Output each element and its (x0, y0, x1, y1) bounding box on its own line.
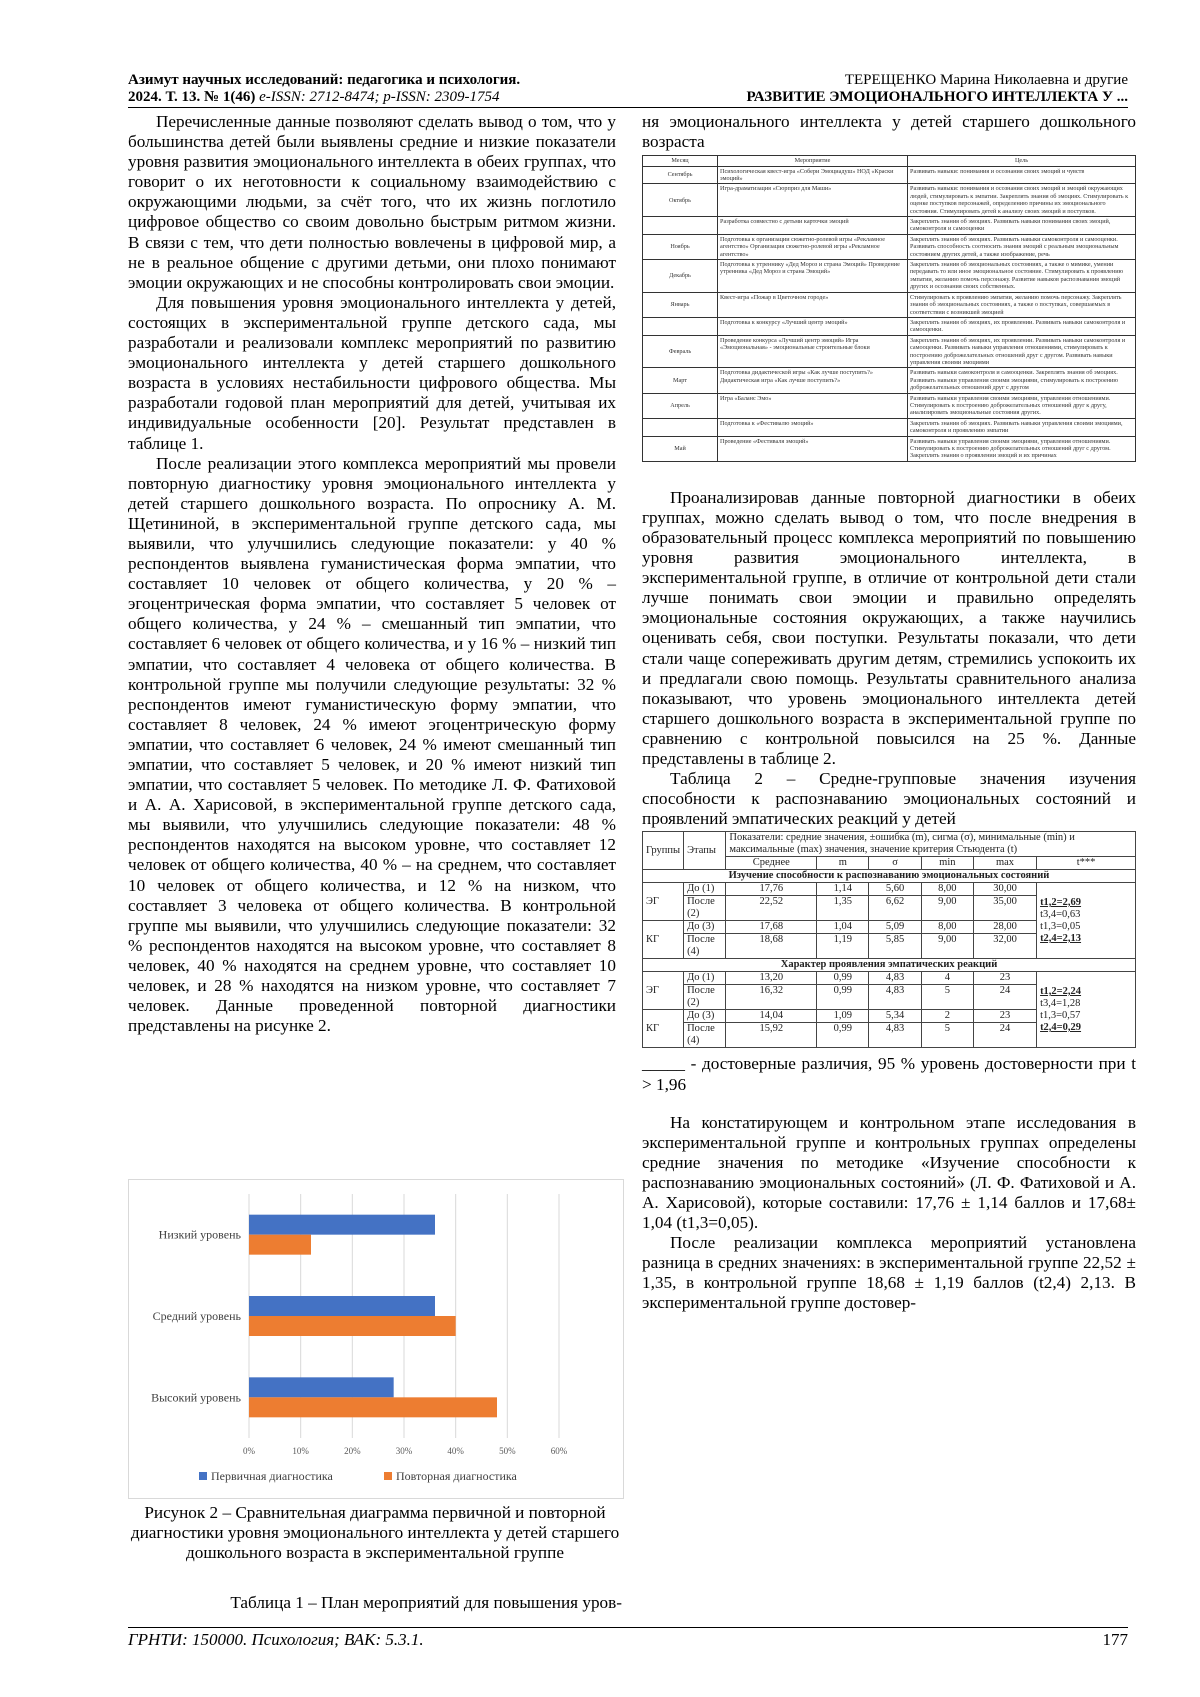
t1-cell-goal: Закреплять знания об эмоциях, их проявлении. Развивать навыки самоконтроля и самооценки. Развивать навыки управления отношениями, стимулировать к построению доброжелательных отношений друг с другом. Развивать навыки управления своими эмоциями (908, 335, 1136, 368)
t2-t-value: t3,4=0,63 (1040, 908, 1081, 920)
paragraph-2: Для повышения уровня эмоционального интеллекта у детей, состоящих в экспериментальной группе детского сада, мы разработали и реализовали комплекс мероприятий по развитию эмоционального интеллекта у детей старшего дошкольного возраста в условиях нестабильности цифрового общества. Мы разработали годовой план мероприятий для детей, учитывая их индивидуальные особенности [20]. Результат представлен в таблице 1. (128, 292, 616, 453)
t1-cell-goal: Закреплять знания об эмоциях, их проявлении. Развивать навыки самоконтроля и самооценки. (908, 317, 1136, 335)
t2-section-1: Изучение способности к распознаванию эмоциональных состояний (643, 870, 1136, 883)
t1-cell-month (643, 317, 718, 335)
t1-cell-month: Март (643, 368, 718, 393)
t2-row (643, 972, 1136, 985)
t2-cell-mean: 16,32 (726, 985, 817, 1010)
t1-row (643, 436, 1136, 461)
t2-cell-mean: 13,20 (726, 972, 817, 985)
table2-note: _____ - достоверные различия, 95 % уровень достоверности при t > 1,96 (642, 1054, 1136, 1094)
t2-header-groups: Группы (643, 832, 684, 870)
figure-2-chart (128, 1179, 624, 1499)
t2-cell-max: 23 (973, 1010, 1036, 1023)
t1-header-month: Месяц (643, 156, 718, 166)
category-label: Средний уровень (152, 1309, 241, 1323)
t2-cell-stage: После (2) (684, 985, 726, 1010)
right-column (642, 112, 1136, 1314)
footer-classification: ГРНТИ: 150000. Психология; ВАК: 5.3.1. (128, 1630, 424, 1649)
issn: e-ISSN: 2712-8474; p-ISSN: 2309-1754 (259, 89, 500, 105)
t2-cell-group: КГ (643, 921, 684, 959)
t2-cell-group: ЭГ (643, 972, 684, 1010)
t2-cell-s: 5,09 (869, 921, 921, 934)
t1-row (643, 418, 1136, 436)
t2-row (643, 883, 1136, 896)
category-label: Низкий уровень (158, 1227, 241, 1242)
t1-cell-event: Подготовка к организации сюжетно-ролевой игры «Рекламное агентство» Организация сюжетно-ролевой игры «Рекламное агентство» (718, 234, 908, 259)
t2-section-2: Характер проявления эмпатических реакций (643, 959, 1136, 972)
t2-cell-min: 4 (921, 972, 973, 985)
bar-repeat (249, 1235, 311, 1255)
bar-repeat (249, 1397, 497, 1417)
legend-label: Первичная диагностика (211, 1469, 333, 1483)
t2-t-value: t1,2=2,69 (1040, 896, 1082, 908)
paragraph-5: На констатирующем и контрольном этапе исследования в экспериментальной группе и контрольных группах определены средние значения по методике «Изучение способности к распознаванию эмоциональных состояний» (Л. Ф. Фатиховой и А. А. Харисовой), которые составили: 17,76 ± 1,14 баллов и 17,68± 1,04 (t1,3=0,05). (642, 1112, 1136, 1233)
header-divider (128, 107, 1128, 108)
t2-cell-s: 4,83 (869, 972, 921, 985)
t2-cell-mean: 17,68 (726, 921, 817, 934)
t2-cell-stage: После (2) (684, 896, 726, 921)
t1-cell-event: Разработка совместно с детьми карточки эмоций (718, 217, 908, 235)
t1-row (643, 393, 1136, 418)
t2-t-value: t2,4=0,29 (1040, 1021, 1082, 1033)
t1-cell-goal: Развивать навыки: понимания и осознания своих эмоций и чувств (908, 166, 1136, 184)
t2-cell-s: 5,34 (869, 1010, 921, 1023)
t2-cell-stage: До (1) (684, 883, 726, 896)
journal-title: Азимут научных исследований: педагогика и психология. (128, 72, 521, 88)
t1-cell-event: Психологическая квест-игра «Собери Эмоциадуш» НОД «Краски эмоций» (718, 166, 908, 184)
bar-repeat (249, 1316, 456, 1336)
t1-row (643, 335, 1136, 368)
t2-cell-min: 9,00 (921, 896, 973, 921)
t1-body (643, 166, 1136, 461)
t1-cell-month (643, 217, 718, 235)
t2-cell-min: 5 (921, 985, 973, 1010)
t1-cell-month: Январь (643, 292, 718, 317)
table1-title-end: ня эмоционального интеллекта у детей старшего дошкольного возраста (642, 112, 1136, 152)
t2-cell-mean: 22,52 (726, 896, 817, 921)
t2-cell-m: 0,99 (817, 985, 869, 1010)
paragraph-4: Проанализировав данные повторной диагностики в обеих группах, можно сделать вывод о том, что после внедрения в образовательный процесс комплекса мероприятий по повышению уровня развития эмоционального интеллекта, в экспериментальной группе, в отличие от контрольной дети стали лучше понимать свои эмоции и правильно определять эмоциональные состояния окружающих, а также научились оценивать себя, свои поступки. Результаты показали, что дети стали чаще сопереживать другим детям, стремились успокоить их и предлагали свою помощь. Результаты сравнительного анализа показывают, что уровень эмоционального интеллекта детей старшего дошкольного возраста в экспериментальной группе по сравнению с контрольной повысился на 25 %. Данные представлены в таблице 2. (642, 487, 1136, 769)
issue: 2024. Т. 13. № 1(46) (128, 89, 256, 105)
t2-col-t: t*** (1037, 857, 1136, 870)
t1-row (643, 260, 1136, 293)
t1-cell-month: Ноябрь (643, 234, 718, 259)
t2-cell-m: 0,99 (817, 972, 869, 985)
footer-divider (128, 1627, 1128, 1628)
t2-cell-group: КГ (643, 1010, 684, 1048)
x-tick-label: 10% (292, 1446, 309, 1456)
t2-cell-t-values (1037, 883, 1136, 959)
t2-t-value: t2,4=2,13 (1040, 932, 1082, 944)
t2-cell-max: 24 (973, 1023, 1036, 1048)
t2-t-value: t3,4=1,28 (1040, 997, 1081, 1009)
t2-cell-s: 4,83 (869, 985, 921, 1010)
t1-cell-event: Квест-игра «Пожар в Цветочном городе» (718, 292, 908, 317)
figure-caption: Рисунок 2 – Сравнительная диаграмма первичной и повторной диагностики уровня эмоционального интеллекта у детей старшего дошкольного возраста в экспериментальной группе (130, 1503, 620, 1563)
t1-row (643, 166, 1136, 184)
t1-cell-event: Подготовка к утреннику «Дед Мороз и страна Эмоций» Проведение утренника «Дед Мороз и страна Эмоций» (718, 260, 908, 293)
t2-cell-m: 1,35 (817, 896, 869, 921)
table-1 (642, 155, 1136, 462)
t2-cell-min: 9,00 (921, 934, 973, 959)
t2-cell-s: 5,60 (869, 883, 921, 896)
t2-col-sigma: σ (869, 857, 921, 870)
header-left (128, 72, 648, 106)
t1-cell-event: Подготовка дидактической игры «Как лучше поступить?» Дидактическая игра «Как лучше поступить?» (718, 368, 908, 393)
t1-cell-month: Октябрь (643, 184, 718, 217)
x-tick-label: 60% (550, 1446, 568, 1456)
paragraph-3: После реализации этого комплекса мероприятий мы провели повторную диагностику уровня эмоционального интеллекта у детей старшего дошкольного возраста. По опроснику А. М. Щетининой, в экспериментальной группе детского сада, мы выявили, что улучшились следующие показатели: у 40 % респондентов выявлена гуманистическая форма эмпатии, что составляет 10 человек от общего количества, у 20 % – эгоцентрическая форма эмпатии, что составляет 5 человек от общего количества, у 24 % – смешанный тип эмпатии, что составляет 6 человек от общего количества, и у 16 % – низкий тип эмпатии, что составляет 4 человека от общего количества. В контрольной группе мы получили следующие результаты: 32 % респондентов имеют гуманистическую форму эмпатии, что составляет 8 человек, 24 % имеют эгоцентрическую форму эмпатии, что составляет 6 человек, 24 % имеют смешанный тип эмпатии, что составляет 5 человек, и 20 % имеют низкий тип эмпатии, что составляет 5 человек. По методике Л. Ф. Фатиховой и А. А. Харисовой, в экспериментальной группе детского сада, мы выявили, что улучшились следующие показатели: 48 % респондентов находятся на высоком уровне, что составляет 12 человек от общего количества, 40 % – на среднем, что составляет 10 человек от общего количества, и 12 % на низком, что составляет 3 человека от общего количества. В контрольной группе мы выявили, что улучшились следующие показатели: 32 % респондентов находятся на высоком уровне, что составляет 8 человек, 40 % находятся на среднем уровне, что составляет 10 человек, и 28 % находятся на низком уровне, что составляет 7 человек. Данные проведенной повторной диагностики представлены на рисунке 2. (128, 453, 616, 1036)
t1-cell-goal: Развивать навыки: понимания и осознания своих эмоций и эмоций окружающих людей, стимулировать к эмпатии. Закреплять знания об эмоциях. Стимулировать к оценке поступков персонажей, определению причины их эмоционального состояния. Стимулировать детей к анализу своих эмоций и поступков. (908, 184, 1136, 217)
bar-primary (249, 1377, 394, 1397)
t2-t-value: t1,2=2,24 (1040, 985, 1082, 997)
t2-cell-min: 8,00 (921, 921, 973, 934)
t2-header-stages: Этапы (684, 832, 726, 870)
t2-header-indicators: Показатели: средние значения, ±ошибка (m), сигма (σ), минимальные (min) и максимальные (max) значения, значение критерия Стьюдента (t) (726, 832, 1136, 857)
t1-cell-event: Игра-драматизация «Сюрприз для Маши» (718, 184, 908, 217)
t1-header-event: Мероприятие (718, 156, 908, 166)
t2-cell-min: 8,00 (921, 883, 973, 896)
t2-cell-t-values (1037, 972, 1136, 1048)
x-tick-label: 40% (447, 1446, 464, 1456)
t2-cell-mean: 18,68 (726, 934, 817, 959)
t1-cell-month: Февраль (643, 335, 718, 368)
t2-cell-stage: После (4) (684, 1023, 726, 1048)
table-2 (642, 831, 1136, 1048)
t1-cell-goal: Закреплять знания об эмоциях. Развивать навыки самоконтроля и самооценки. Развивать способность соотносить знания эмоций с реальным эмоциональным состоянием других детей, а также изображение, речь (908, 234, 1136, 259)
x-tick-label: 0% (243, 1446, 255, 1456)
t1-row (643, 217, 1136, 235)
bar-primary (249, 1215, 435, 1235)
t2-col-m: m (817, 857, 869, 870)
legend-label: Повторная диагностика (396, 1469, 517, 1483)
t1-cell-month: Декабрь (643, 260, 718, 293)
t2-cell-m: 1,09 (817, 1010, 869, 1023)
legend-swatch (384, 1472, 392, 1480)
t1-cell-goal: Закреплять знания об эмоциональных состояниях, а также о мимике, умении передавать то или иное эмоциональное состояние. Стимулировать к проявлению эмпатии, желанию помочь персонажу. Развитие навыков распознавания эмоций других и осознания своих собственных. (908, 260, 1136, 293)
t2-cell-min: 5 (921, 1023, 973, 1048)
t2-cell-stage: После (4) (684, 934, 726, 959)
authors: ТЕРЕЩЕНКО Марина Николаевна и другие (844, 72, 1128, 88)
t1-cell-event: Подготовка к «Фестивалю эмоций» (718, 418, 908, 436)
t1-cell-goal: Развивать навыки управления своими эмоциями, управления отношениями. Стимулировать к построению доброжелательных отношений друг с другом. Закреплять знания о проявлении эмоций и их причинах (908, 436, 1136, 461)
t2-cell-mean: 15,92 (726, 1023, 817, 1048)
t2-cell-max: 24 (973, 985, 1036, 1010)
t2-section-2-body (643, 972, 1136, 1048)
t2-cell-m: 1,14 (817, 883, 869, 896)
t2-cell-m: 0,99 (817, 1023, 869, 1048)
t1-cell-goal: Закреплять знания об эмоциях. Развивать навыки понимания своих эмоций, самоконтроля и самооценки (908, 217, 1136, 235)
t1-cell-goal: Развивать навыки самоконтроля и самооценки. Закреплять знания об эмоциях. Развивать навыки управления своими эмоциями, стимулировать к построению доброжелательных отношений друг с другом (908, 368, 1136, 393)
t2-cell-max: 35,00 (973, 896, 1036, 921)
t2-t-value: t1,3=0,57 (1040, 1009, 1081, 1021)
t2-cell-max: 30,00 (973, 883, 1036, 896)
article-title: РАЗВИТИЕ ЭМОЦИОНАЛЬНОГО ИНТЕЛЛЕКТА У ... (746, 89, 1128, 105)
legend-swatch (199, 1472, 207, 1480)
bar-primary (249, 1296, 435, 1316)
page-number: 177 (1102, 1630, 1128, 1649)
t2-cell-max: 23 (973, 972, 1036, 985)
t1-row (643, 368, 1136, 393)
table1-title-start: Таблица 1 – План мероприятий для повышения уров- (230, 1593, 622, 1612)
t2-cell-m: 1,04 (817, 921, 869, 934)
t2-cell-s: 4,83 (869, 1023, 921, 1048)
header-right (648, 72, 1128, 106)
x-tick-label: 20% (344, 1446, 361, 1456)
t2-cell-max: 28,00 (973, 921, 1036, 934)
t1-cell-event: Проведение конкурса «Лучший центр эмоций» Игра «Эмоциональная» - эмоциональные строительные блоки (718, 335, 908, 368)
t2-cell-mean: 17,76 (726, 883, 817, 896)
t1-cell-event: Подготовка к конкурсу «Лучший центр эмоций» (718, 317, 908, 335)
t2-t-value: t1,3=0,05 (1040, 920, 1081, 932)
t2-cell-s: 5,85 (869, 934, 921, 959)
t2-cell-stage: До (3) (684, 1010, 726, 1023)
t1-row (643, 292, 1136, 317)
t1-cell-goal: Развивать навыки управления своими эмоциями, управления отношениями. Стимулировать к построению доброжелательных отношений друг к другу, анализировать эмоциональные состояния других. (908, 393, 1136, 418)
t2-col-max: max (973, 857, 1036, 870)
t1-cell-month: Май (643, 436, 718, 461)
left-column (128, 112, 616, 1036)
t2-cell-s: 6,62 (869, 896, 921, 921)
table2-title: Таблица 2 – Средне-групповые значения изучения способности к распознаванию эмоциональных состояний и проявлений эмпатических реакций у детей (642, 769, 1136, 829)
t1-cell-month (643, 418, 718, 436)
x-tick-label: 30% (395, 1446, 413, 1456)
t1-cell-event: Проведение «Фестиваля эмоций» (718, 436, 908, 461)
t1-row (643, 184, 1136, 217)
t1-cell-month: Апрель (643, 393, 718, 418)
chart-svg (129, 1180, 623, 1498)
t2-cell-stage: До (3) (684, 921, 726, 934)
t2-cell-max: 32,00 (973, 934, 1036, 959)
t2-section-1-body (643, 883, 1136, 959)
t1-cell-event: Игра «Баланс Эмо» (718, 393, 908, 418)
t1-cell-month: Сентябрь (643, 166, 718, 184)
t1-cell-goal: Стимулировать к проявлению эмпатии, желанию помочь персонажу. Закреплять знания об эмоциональных состояниях, а также о поступках, совершаемых в соответствии с возникшей эмоцией (908, 292, 1136, 317)
paragraph-1: Перечисленные данные позволяют сделать вывод о том, что у большинства детей были выявлены средние и низкие показатели уровня развития эмоционального интеллекта в обеих группах, что говорит о их неготовности к социальному взаимодействию с окружающими людьми, за счёт того, что их жизнь поглотило цифровое общество со своим довольно быстрым ритмом жизни. В связи с тем, что дети полностью вовлечены в цифровой мир, а не в реальное общение с другими детьми, они плохо понимают эмоции окружающих и не способны контролировать свои эмоции. (128, 112, 616, 292)
t1-row (643, 234, 1136, 259)
t2-col-min: min (921, 857, 973, 870)
t2-col-mean: Среднее (726, 857, 817, 870)
t2-cell-group: ЭГ (643, 883, 684, 921)
t1-header-goal: Цель (908, 156, 1136, 166)
category-label: Высокий уровень (151, 1390, 241, 1405)
t2-cell-m: 1,19 (817, 934, 869, 959)
t1-row (643, 317, 1136, 335)
t2-cell-mean: 14,04 (726, 1010, 817, 1023)
t2-cell-stage: До (1) (684, 972, 726, 985)
t2-cell-min: 2 (921, 1010, 973, 1023)
x-tick-label: 50% (499, 1446, 516, 1456)
t1-cell-goal: Закреплять знания об эмоциях. Развивать навыки управления своими эмоциями, самоконтроля и проявлению эмпатии (908, 418, 1136, 436)
paragraph-6: После реализации комплекса мероприятий установлена разница в средних значениях: в экспериментальной группе 22,52 ± 1,35, в контрольной группе 18,68 ± 1,19 баллов (t2,4) 2,13. В экспериментальной группе достовер- (642, 1233, 1136, 1313)
